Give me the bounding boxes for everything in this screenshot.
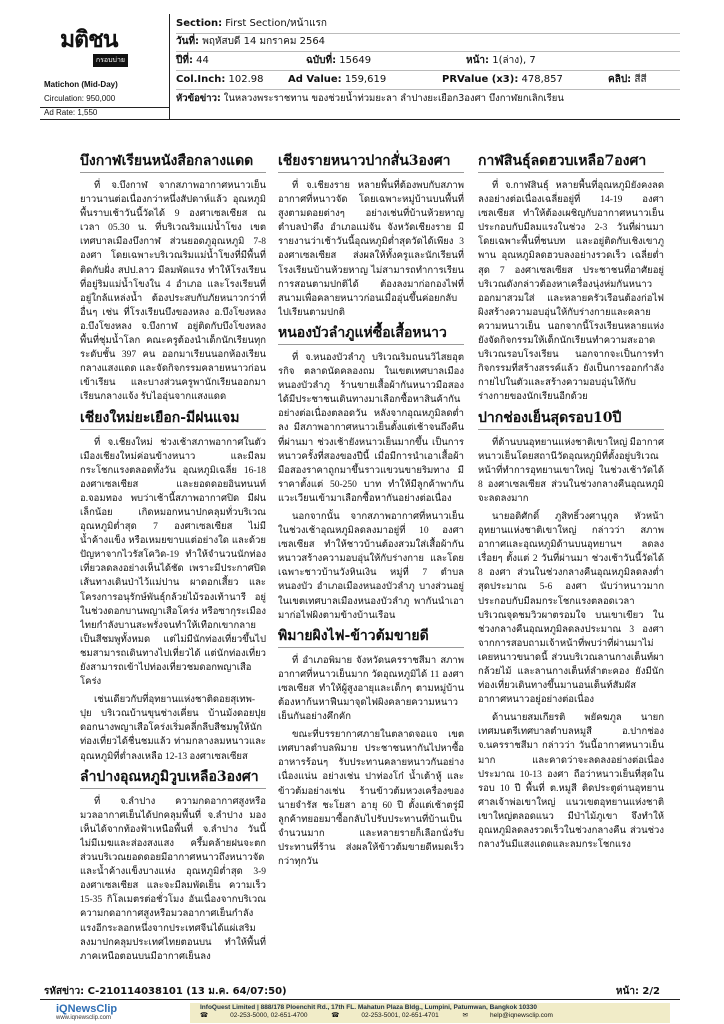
section-value: First Section/หน้าแรก	[225, 18, 327, 29]
article-paragraph: ที่ จ.เชียงใหม่ ช่วงเช้าสภาพอากาศในตัวเมืองเชียงใหม่ค่อนข้างหนาว และมีลมกระโชกแรงตลอดทั้งวัน อุณหภูมิเฉลี่ย 16-18 องศาเซลเซียส และยอดดอยอินทนนท์ อ.จอมทอง พบว่าเช้านี้สภาพอากาศปิด มีฝนเล็กน้อย เกิดหมอกหนาปกคลุมทั่วบริเวณ อุณหภูมิต่ำสุด 7 องศาเซลเซียส ไม่มีน้ำค้างแข็ง หรือเหมยขาบแต่อย่างใด และด้วยปัญหาจากไวรัสโควิด-19 ทำให้จำนวนนักท่องเที่ยวลดลงอย่างเห็นได้ชัด เพราะมีประกาศปิดเส้นทางเดินป่าไว้แม่ปาน ผาดอกเสี้ยว และโครงการอนุรักษ์พันธุ์กล้วยไม้รองเท้านารี อยู่ในช่วงดอกบานพญาเสือโคร่ง หรือซากุระเมืองไทยกำลังบานสะพรั่งจนทำให้เทือกเขากลายเป็นสีชมพูทั้งหมด แต่ไม่มีนักท่องเที่ยวขึ้นไปชมสามารถเดินทางไปเที่ยวได้ แต่นักท่องเที่ยวยังสามารถเข้าไปท่องเที่ยวชมดอกพญาเสือโคร่ง	[80, 437, 266, 688]
article-paragraph: ขณะที่บรรยากาศภายในตลาดจอแจ เขตเทศบาลตำบลพิมาย ประชาชนหากันไปหาซื้ออาหารร้อนๆ รับประทานคลายหนาวกันอย่างเนื่องแน่น อย่างเช่น ปาท่องโก๋ น้ำเต้าหู้ และข้าวต้มอย่างเช่น ร้านข้าวต้มหวงเครื่องของนายจำรัส ชะโยสา อายุ 60 ปี ตั้งแต่เช้าตรู่มีลูกค้าทยอยมาซื้อกลับไปรับประทานที่บ้านเป็นจำนวนมาก และหลายรายก็เลือกนั่งรับประทานที่ร้าน ส่งผลให้ข้าวต้มขายดีหมดเร็วกว่าทุกวัน	[278, 730, 464, 868]
article-headline: เชียงรายหนาวปากสั่น3องศา	[278, 152, 464, 173]
column-2	[278, 150, 464, 980]
article-headline: ลำปางอุณหภูมิวูบเหลือ3องศา	[80, 768, 266, 789]
publication-box	[40, 14, 170, 120]
article-paragraph: ที่ จ.บึงกาฬ จากสภาพอากาศหนาวเย็นยาวนานต่อเนื่องกว่าหนึ่งสัปดาห์แล้ว อุณหภูมิพื้นราบเช้าวันนี้วัดได้ 9 องศาเซลเซียส ณ เวลา 05.30 น. ที่บริเวณริมแม่น้ำโขง เขตเทศบาลเมืองบึงกาฬ ส่วนยอดภูอุณหภูมิ 7-8 องศา โดยเฉพาะบริเวณริมแม่น้ำโขงที่มีพื้นที่ติดกับฝั่ง สปป.ลาว มีลมพัดแรง ทำให้โรงเรียนที่อยู่ริมแม่น้ำโขงใน 4 อำเภอ และโรงเรียนที่อยู่ใกล้แหล่งน้ำ ต้องประสบกับภัยหนาวกว่าที่อื่นๆ เช่น ที่โรงเรียนบึงของหลง อ.บึงโขงหลง อ.บึงโขงหลง จ.บึงกาฬ อยู่ติดกับบึงโขงหลง พื้นที่ชุ่มน้ำโลก คณะครูต้องนำเด็กนักเรียนทุกระดับชั้น 397 คน ออกมาเรียนนอกห้องเรียนกลางแสงแดด และจัดกิจกรรมคลายหนาวก่อนเข้าเรียน และบางส่วนครูพานักเรียนออกมาเรียนกลางแจ้ง รับไออุ่นจากแสงแดด	[80, 181, 266, 403]
date-value: พฤหัสบดี 14 มกราคม 2564	[202, 36, 326, 47]
column-3	[478, 150, 664, 980]
logo-edition: กรอบบ่าย	[93, 54, 128, 67]
news-id: รหัสข่าว: C-210114038101 (13 ม.ค. 64/07:50)	[44, 986, 287, 997]
company-address: InfoQuest Limited | 888/178 Ploenchit Rd., 17th FL. Mahatun Plaza Bldg., Lumpini, Patumwan, Bangkok 10330	[200, 1004, 537, 1011]
page-number: หน้า: 2/2	[615, 986, 660, 997]
ad-rate: Ad Rate: 1,550	[40, 107, 170, 117]
meta-issue	[306, 53, 371, 69]
colinch-value: 102.98	[228, 74, 264, 85]
headline-value: ในหลวงพระราชทาน ของช่วยน้ำท่วมยะลา ลำปางยะเยือก3องศา บึงกาฬยกเลิกเรียน	[223, 93, 564, 104]
page-value: 1(ล่าง), 7	[492, 55, 536, 66]
clip-value: สีสี	[634, 74, 647, 85]
meta-colinch	[176, 72, 264, 88]
adval-value: 159,619	[344, 74, 387, 85]
article-paragraph: ที่ จ.ลำปาง ความกดอากาศสูงหรือมวลอากาศเย็นได้ปกคลุมพื้นที่ จ.ลำปาง มองเห็นได้จากท้องฟ้าเหนือพื้นที่ จ.ลำปาง วันนี้ไม่มีเมฆและส่องสงแสง ครึ้มคล้ายฝนจะตก ส่วนบริเวณยอดดอยมีอากาศหนาวถึงหนาวจัด และน้ำค้างแข็งบางแห่ง อุณหภูมิต่ำสุด 3-9 องศาเซลเซียส และจะมีลมพัดเย็น ความเร็ว 15-35 กิโลเมตรต่อชั่วโมง อันเนื่องจากบริเวณความกดอากาศสูงหรือมวลอากาศเย็นกำลังแรงอีกระลอกหนึ่งจากประเทศจีนได้แผ่เสริมลงมาปกคลุมประเทศไทยตอนบน ทำให้พื้นที่ภาคเหนือตอนบนมีอากาศเย็นลง	[80, 796, 266, 962]
clipping-header	[40, 14, 680, 120]
issue-label: ฉบับที่:	[306, 55, 337, 66]
article-paragraph: ที่ จ.หนองบัวลำภู บริเวณริมถนนวิไสยอุตรกิจ ตลาดนัดคลองถม ในเขตเทศบาลเมืองหนองบัวลำภู ร้านขายเสื้อผ้ากันหนาวมือสอง ได้มีประชาชนเดินทางมาเลือกซื้อหาสินค้ากันอย่างต่อเนื่องตลอดวัน หลังจากอุณหภูมิลดต่ำลง มีสภาพอากาศหนาวเย็นตั้งแต่เช้าจนถึงคืนที่ผ่านมา ช่วงเช้ายังหนาวเย็นมากขึ้น เป็นการหนาวครั้งที่สองของปีนี้ เมื่อมีการนำเอาเสื้อผ้ามือสองราคาถูกมาขึ้นราวแขวนขายริมทาง มีราคาตั้งแต่ 50-250 บาท ทำให้มีลูกค้าพากันแวะเวียนเข้ามาเลือกซื้อหากันอย่างต่อเนื่อง	[278, 352, 464, 504]
email-icon: ✉	[462, 1012, 468, 1019]
footer-bar	[40, 1003, 680, 1023]
article-headline: เชียงใหม่ยะเยือก-มีฝนแจม	[80, 409, 266, 430]
article-headline: บึงกาฬเรียนหนังสือกลางแดด	[80, 152, 266, 173]
adval-label: Ad Value:	[288, 74, 342, 85]
article-paragraph: ที่ จ.เชียงราย หลายพื้นที่ต้องพบกับสภาพอากาศที่หนาวจัด โดยเฉพาะหมู่บ้านบนพื้นที่สูงตามดอยต่างๆ อย่างเช่นที่บ้านห้วยหาญ ตำบลป่าตึง อำเภอแม่จัน จังหวัดเชียงราย มีรายงานว่าเช้าวันนี้อุณหภูมิต่ำสุดวัดได้เพียง 3 องศาเซลเซียส ส่งผลให้ทั้งครูและนักเรียนที่โรงเรียนบ้านห้วยหาญ ไม่สามารถทำการเรียนการสอนตามปกติได้ ต้องลงมาก่อกองไฟที่สนามเพื่อคลายหนาวก่อนเมื่ออุ่นขึ้นค่อยกลับไปเรียนตามปกติ	[278, 181, 464, 318]
prval-label: PRValue (x3):	[442, 74, 519, 85]
year-label: ปีที่:	[176, 55, 193, 66]
meta-year	[176, 53, 209, 69]
article-headline: หนองบัวลำภูแห่ซื้อเสื้อหนาว	[278, 324, 464, 345]
column-1	[80, 150, 266, 980]
phone-icon: ☎	[200, 1012, 209, 1019]
article-paragraph: ด้านนายสมเกียรติ พยัคฆภูล นายกเทศมนตรีเทศบาลตำบลหมูสี อ.ปากช่อง จ.นครราชสีมา กล่าวว่า วันนี้อากาศหนาวเย็นมาก และคาดว่าจะลดลงอย่างต่อเนื่องประมาณ 10-13 องศา ถือว่าหนาวเย็นที่สุดในรอบ 10 ปี พื้นที่ ต.หมูสี ติดประตูด่านอุทยานศาลเจ้าพ่อเขาใหญ่ แนวเขตอุทยานแห่งชาติเขาใหญ่ตลอดแนว มีป่าไม้ภูเขา จึงทำให้อุณหภูมิลดลงรวดเร็วในช่วงกลางคืน ส่วนช่วงกลางวันมีแสงแดดและลมกระโชกแรง	[478, 713, 664, 851]
article-paragraph: ที่ จ.กาฬสินธุ์ หลายพื้นที่อุณหภูมิยังคงลดลงอย่างต่อเนื่องเฉลี่ยอยู่ที่ 14-19 องศาเซลเซียส ทำให้ต้องเผชิญกับอากาศหนาวเย็น ประกอบกับมีลมแรงในช่วง 2-3 วันที่ผ่านมา โดยเฉพาะพื้นที่ชนบท และอยู่ติดกับเชิงเขาภูพาน อุณหภูมิลดฮวบลงอย่างรวดเร็ว เฉลี่ยต่ำสุด 7 องศาเซลเซียส ประชาชนที่อาศัยอยู่บริเวณดังกล่าวต้องหาเครื่องนุ่งห่มกันหนาวออกมาสวมใส่ และหลายครัวเรือนต้องก่อไฟผิงสร้างความอบอุ่นให้กับร่างกายและคลายความหนาวเย็น นอกจากนี้โรงเรียนหลายแห่งยังจัดกิจกรรมให้เด็กนักเรียนทำความสะอาดบริเวณรอบโรงเรียน นอกจากจะเป็นการทำกิจกรรมที่สร้างสรรค์แล้ว ยังเป็นการออกกำลังกายไปในตัวและสร้างความอบอุ่นให้กับร่างกายของนักเรียนอีกด้วย	[478, 181, 664, 403]
meta-date	[176, 34, 325, 50]
contact-info	[190, 1003, 670, 1023]
article-paragraph: นายอดิศักดิ์ ภูสิทธิ์วงศานุกูล หัวหน้าอุทยานแห่งชาติเขาใหญ่ กล่าวว่า สภาพอากาศและอุณหภูมิด้านบนอุทยานฯ ลดลงเรื่อยๆ ตั้งแต่ 2 วันที่ผ่านมา ช่วงเช้าวันนี้วัดได้ 8 องศา ส่วนในช่วงกลางคืนอุณหภูมิลดลงต่ำสุดประมาณ 5-6 องศา นับว่าหนาวมาก ประกอบกับมีลมกระโชกแรงตลอดเวลา บริเวณจุดชมวิวผาตรอมใจ บนเขาเขียว ในช่วงกลางคืนอุณหภูมิลดลงประมาณ 3 องศา จากการสอบถามเจ้าหน้าที่พบว่าที่ผ่านมาไม่เคยหนาวขนาดนี้ ส่วนบริเวณลานกางเต็นท์ผากล้วยไม้ และลานกางเต็นท์ลำตะคอง ยังมีนักท่องเที่ยวเดินทางขึ้นมานอนเต็นท์สัมผัสอากาศหนาวอยู่อย่างต่อเนื่อง	[478, 511, 664, 706]
logo-label: iQNewsClip	[56, 1003, 118, 1015]
meta-section	[176, 16, 327, 32]
article-columns	[80, 150, 664, 980]
section-label: Section:	[176, 18, 223, 29]
publication-logo	[60, 28, 124, 64]
meta-page	[466, 53, 536, 69]
iqnewsclip-logo	[56, 1003, 117, 1021]
headline-label: หัวข้อข่าว:	[176, 93, 221, 104]
prval-value: 478,857	[521, 74, 563, 85]
article-headline: ปากช่องเย็นสุดรอบ10ปี	[478, 409, 664, 430]
colinch-label: Col.Inch:	[176, 74, 226, 85]
logo-url: www.iqnewsclip.com	[56, 1015, 112, 1021]
article-paragraph: ที่ด้านบนอุทยานแห่งชาติเขาใหญ่ มีอากาศหนาวเย็นโดยสถานีวัดอุณหภูมิที่ตั้งอยู่บริเวณหน้าที่ทำการอุทยานเขาใหญ่ ในช่วงเช้าวัดได้ 8 องศาเซลเซียส ส่วนในช่วงกลางคืนอุณหภูมิจะลดลงมาก	[478, 437, 664, 504]
clip-label: คลิป:	[608, 74, 632, 85]
logo-text: มติชน	[60, 26, 118, 53]
meta-prvalue	[442, 72, 563, 88]
article-headline: กาฬสินธุ์ลดฮวบเหลือ7องศา	[478, 152, 664, 173]
phone-number: 02-253-5000, 02-651-4700	[230, 1012, 308, 1019]
clip-reference	[40, 984, 680, 1000]
fax-icon: ☎	[331, 1012, 340, 1019]
meta-advalue	[288, 72, 386, 88]
article-paragraph: เช่นเดียวกับที่อุทยานแห่งชาติดอยสุเทพ-ปุย บริเวณบ้านขุนช่างเคี่ยน บ้านม้งดอยปุย ดอกนางพญาเสือโคร่งเริ่มคลี่กลีบสีชมพูให้นักท่องเที่ยวได้ชื่นชมแล้ว ท่ามกลางลมหนาวและอุณหภูมิที่ต่ำลงเหลือ 12-13 องศาเซลเซียส	[80, 695, 266, 762]
page-label: หน้า:	[466, 55, 490, 66]
article-headline: พิมายผิงไฟ-ข้าวต้มขายดี	[278, 627, 464, 648]
email-address: help@iqnewsclip.com	[489, 1012, 553, 1019]
date-label: วันที่:	[176, 36, 200, 47]
meta-clip	[608, 72, 647, 88]
article-paragraph: ที่ อำเภอพิมาย จังหวัดนครราชสีมา สภาพอากาศที่หนาวเย็นมาก วัดอุณหภูมิได้ 11 องศาเซลเซียส ทำให้ผู้สูงอายุและเด็กๆ ตามหมู่บ้านต้องหาก้นหาฟืนมาจุดไฟผิงคลายความหนาวเย็นกันอย่างคึกคัก	[278, 655, 464, 723]
contact-phones	[200, 1011, 660, 1019]
year-value: 44	[196, 55, 209, 66]
publication-name: Matichon (Mid-Day)	[44, 80, 118, 89]
article-paragraph: นอกจากนั้น จากสภาพอากาศที่หนาวเย็นในช่วงเช้าอุณหภูมิลดลงมาอยู่ที่ 10 องศาเซลเซียส ทำให้ชาวบ้านต้องสวมใส่เสื้อผ้ากันหนาวสร้างความอบอุ่นให้กับร่างกาย และโดยเฉพาะชาวบ้านวังหินเงิน หมู่ที่ 7 ตำบลหนองบัว อำเภอเมืองหนองบัวลำภู บางส่วนอยู่ในเขตเทศบาลเมืองหนองบัวลำภู พากันนำเอามาก่อไฟผิงตามข้างบ้านเรือน	[278, 511, 464, 621]
issue-value: 15649	[339, 55, 372, 66]
meta-headline	[176, 91, 564, 107]
circulation: Circulation: 950,000	[44, 94, 116, 103]
fax-number: 02-253-5001, 02-651-4701	[361, 1012, 439, 1019]
